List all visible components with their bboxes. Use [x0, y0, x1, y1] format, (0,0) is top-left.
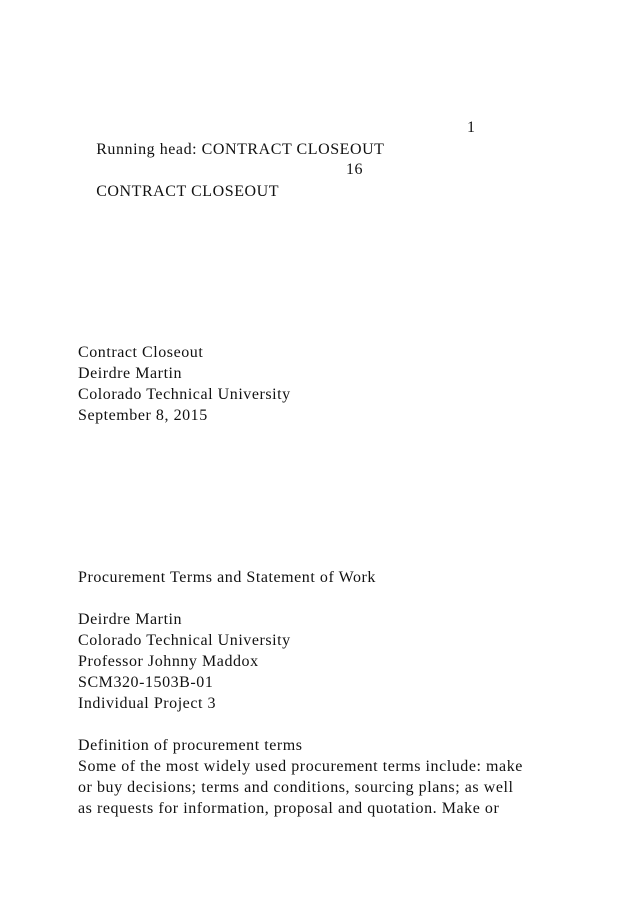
page-number: 1	[467, 119, 476, 136]
professor-name: Professor Johnny Maddox	[78, 653, 259, 670]
embedded-author-name: Deirdre Martin	[78, 611, 183, 628]
short-title: CONTRACT CLOSEOUT	[96, 183, 280, 200]
author-name: Deirdre Martin	[78, 365, 183, 382]
body-text-line: Some of the most widely used procurement terms include: make	[78, 758, 523, 775]
page-number: 16	[346, 161, 364, 178]
body-text-line: as requests for information, proposal and quotation. Make or	[78, 800, 500, 817]
paper-date: September 8, 2015	[78, 407, 208, 424]
embedded-institution-name: Colorado Technical University	[78, 632, 291, 649]
paper-title: Contract Closeout	[78, 344, 204, 361]
section-heading: Definition of procurement terms	[78, 737, 303, 754]
institution-name: Colorado Technical University	[78, 386, 291, 403]
assignment-name: Individual Project 3	[78, 695, 217, 712]
course-code: SCM320-1503B-01	[78, 674, 214, 691]
body-text-line: or buy decisions; terms and conditions, sourcing plans; as well	[78, 779, 514, 796]
short-title-row	[78, 159, 364, 247]
running-head: Running head: CONTRACT CLOSEOUT	[96, 141, 385, 158]
embedded-paper-title: Procurement Terms and Statement of Work	[78, 569, 376, 586]
